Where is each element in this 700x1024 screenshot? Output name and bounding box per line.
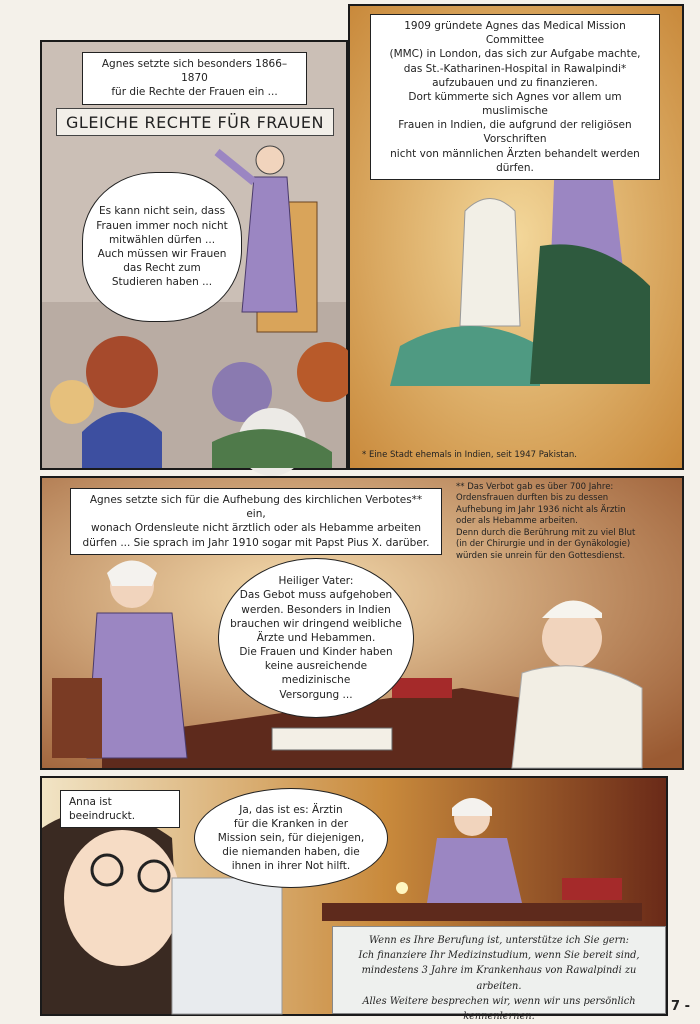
panel-3-caption: Agnes setzte sich für die Aufhebung des kirchlichen Verbotes** ein, wonach Ordensleute nicht ärztlich oder als Hebamme arbeiten dürfen ... Sie sprach im Jahr 1910 sogar mit Papst Pius X. darüber. (70, 488, 442, 555)
panel-1-caption: Agnes setzte sich besonders 1866–1870 für die Rechte der Frauen ein ... (82, 52, 307, 105)
panel-4-anna (40, 776, 668, 1022)
panel-3-footnote: ** Das Verbot gab es über 700 Jahre: Ordensfrauen durften bis zu dessen Aufhebung im Jahr 1936 nicht als Ärztin oder als Hebamme arbeiten. Denn durch die Berührung mit zu viel Blut (in der Chirurgie und in der Gynäkologie) würden sie unrein für den Gottesdienst. (456, 482, 636, 561)
panel-1-speech-bubble: Es kann nicht sein, dass Frauen immer noch nicht mitwählen dürfen ... Auch müssen wir Frauen das Recht zum Studieren haben ... (82, 172, 242, 322)
panel-3-speech-bubble: Heiliger Vater: Das Gebot muss aufgehoben werden. Besonders in Indien brauchen wir dringend weibliche Ärzte und Hebammen. Die Frauen und Kinder haben keine ausreichende medizinische Versorgung ... (218, 558, 414, 718)
panel-2-caption: 1909 gründete Agnes das Medical Mission Committee (MMC) in London, das sich zur Aufgabe machte, das St.-Katharinen-Hospital in Rawalpindi* aufzubauen und zu finanzieren. Dort kümmerte sich Agnes vor allem um muslimische Frauen in Indien, die aufgrund der religiösen Vorschriften nicht von männlichen Ärzten behandelt werden dürfen. (370, 14, 660, 180)
panel-3-pope (40, 476, 684, 770)
letter-text: Wenn es Ihre Berufung ist, unterstütze ich Sie gern: Ich finanziere Ihr Medizinstudium, wenn Sie bereit sind, mindestens 3 Jahre im Krankenhaus von Rawalpindi zu arbeiten. Alles Weitere besprechen wir, wenn wir uns persönlich kennenlernen. (358, 935, 640, 1022)
page-number: 7 - (671, 999, 690, 1014)
letter (332, 926, 666, 1022)
banner-text: GLEICHE RECHTE FÜR FRAUEN (66, 112, 324, 132)
panel-4-speech-bubble: Ja, das ist es: Ärztin für die Kranken in der Mission sein, für diejenigen, die niemanden haben, die ihnen in ihrer Not hilft. (194, 788, 388, 888)
panel-1-speech (40, 40, 348, 470)
panel-2-hospital (348, 4, 684, 470)
panel-4-caption: Anna ist beeindruckt. (60, 790, 180, 828)
banner (56, 108, 334, 136)
panel-2-footnote: * Eine Stadt ehemals in Indien, seit 1947 Pakistan. (362, 450, 578, 460)
